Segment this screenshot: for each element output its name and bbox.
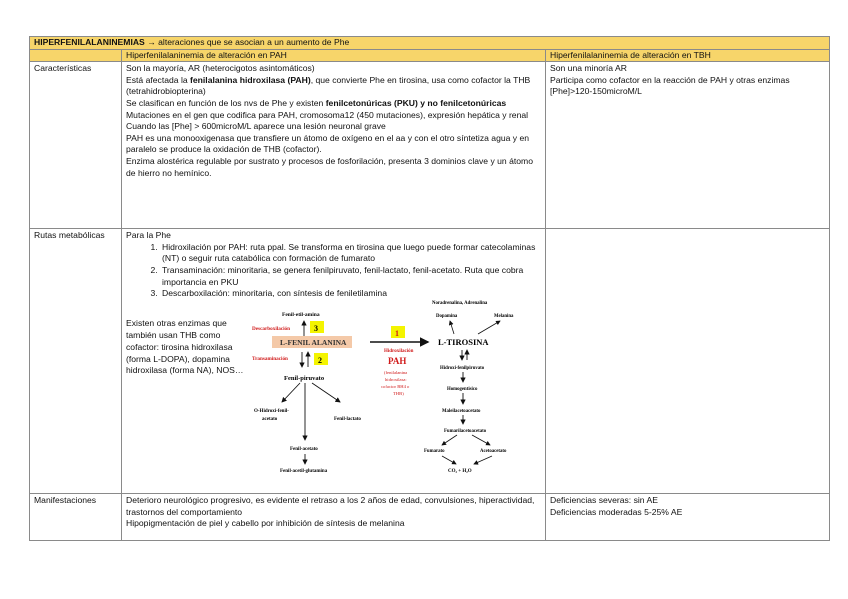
label-acetoacetato: Acetoacetato: [480, 449, 507, 455]
label-transaminacion: Transaminación: [252, 356, 288, 363]
text-span: Está afectada la: [126, 74, 191, 85]
arrow-acetoacetato-co2: [474, 456, 492, 464]
table-title-row: [30, 37, 830, 50]
routes-list: [126, 242, 541, 300]
arrow-to-fumarato: [442, 435, 457, 445]
header-tbh: Hiperfenilalaninemia de alteración en TBH: [546, 49, 830, 62]
text-line: PAH es una monooxigenasa que transfiere un átomo de oxígeno en el aa y con el otro síntetiza agua y en paralelo se produce la oxidación de THB (cofactor).: [126, 132, 530, 155]
text-line: Son una minoría AR: [550, 63, 627, 74]
text-line: Enzima alostérica regulable por sustrato y procesos de fosforilación, presenta 3 dominios clave y un átomo de hierro no hemínico.: [126, 155, 533, 178]
manifestaciones-pah-cell: [122, 494, 546, 541]
text-line: Deterioro neurológico progresivo, es evidente el retraso a los 2 años de edad, convulsiones, hiperactividad, trastornos del comportamiento: [126, 495, 535, 517]
routes-intro: Para la Phe: [126, 230, 171, 241]
table-title-cell: [30, 37, 830, 50]
arrow-to-ohidroxi: [282, 383, 300, 402]
routes-block: [126, 230, 541, 475]
text-line: Hipopigmentación de piel y cabello por inhibición de síntesis de melanina: [126, 518, 405, 529]
row-caracteristicas: [30, 62, 830, 229]
label-maleilacetoacetato: Maleilacetoacetato: [442, 409, 481, 415]
list-item: 3. Descarboxilación: minoritaria, con síntesis de feniletilamina: [160, 288, 541, 300]
hiperfenilalaninemias-table: [29, 36, 830, 541]
arrow-fumarato-co2: [442, 456, 456, 464]
label-pah-note-4: THB): [393, 391, 404, 397]
arrow-to-dopamina: [450, 321, 454, 334]
text-span: Se clasifican en función de los nvs de Phe y existen: [126, 97, 326, 108]
label-pah-note-3: cofactor BH4 o: [381, 384, 410, 390]
label-co2-h2o: CO₂ + H₂O: [448, 469, 472, 475]
other-enzymes-text: Existen otras enzimas que también usan THB como cofactor: tirosina hidroxilasa (forma L-DOPA), dopamina hidroxilasa (forma NA), NOS…: [126, 318, 244, 376]
label-fenilpiruvato: Fenil-piruvato: [284, 375, 325, 383]
label-l-fenilalanina: L-FENIL ALANINA: [280, 338, 347, 348]
arrow-to-acetoacetato: [472, 435, 490, 445]
label-hidroxi-fenilpiruvato: Hidroxi-fenilpiruvato: [440, 366, 485, 372]
text-line: Deficiencias moderadas 5-25% AE: [550, 506, 683, 517]
label-pah-note-2: hidroxilasa:: [385, 377, 407, 383]
table-title-strong: HIPERFENILALANINEMIAS: [34, 37, 145, 47]
text-line: Deficiencias severas: sin AE: [550, 495, 658, 506]
metabolism-table-sheet: [29, 36, 829, 541]
row-manifestaciones: [30, 494, 830, 541]
header-empty: [30, 49, 122, 62]
num-3: 3: [314, 324, 318, 334]
label-pah-note-1: (fenilalanina: [384, 370, 408, 376]
label-fenil-lactato: Fenil-lactato: [334, 417, 361, 423]
label-ohidroxi-2: acetato: [262, 417, 278, 423]
label-dopamina: Dopamina: [436, 314, 458, 320]
text-line: Son la mayoría, AR (heterocigotos asintomáticos): [126, 63, 315, 74]
phe-metabolism-diagram: [252, 300, 666, 500]
num-2: 2: [318, 356, 322, 366]
list-item: 1. Hidroxilación por PAH: ruta ppal. Se transforma en tirosina que luego puede formar catecolaminas (NT) o seguir ruta catabólica con formación de fumarato: [160, 242, 541, 265]
label-pah: PAH: [388, 356, 407, 367]
list-item: 2. Transaminación: minoritaria, se genera fenilpiruvato, fenil-lactato, fenil-acetato. Ruta que cobra importancia en PKU: [160, 265, 541, 288]
label-melanina: Melanina: [494, 314, 514, 320]
label-fenil-acetato: Fenil-acetato: [290, 447, 318, 453]
text-line: [126, 98, 541, 110]
text-line: [Phe]>120-150microM/L: [550, 86, 642, 97]
row-label-caracteristicas: Características: [30, 62, 122, 229]
manifestaciones-tbh-cell: [546, 494, 830, 541]
caracteristicas-tbh-cell: [546, 62, 830, 229]
text-line: Cuando las [Phe] > 600microM/L aparece una lesión neuronal grave: [126, 121, 386, 132]
num-1: 1: [395, 329, 399, 339]
arrow-icon: →: [147, 37, 156, 47]
label-fenil-acetil-glutamina: Fenil-acetil-glutamina: [280, 469, 328, 475]
header-pah: Hiperfenilalaninemia de alteración en PAH: [122, 49, 546, 62]
bold-term-pah: fenilalanina hidroxilasa (PAH): [190, 74, 311, 85]
label-ohidroxi-1: O-Hidroxi-fenil-: [254, 409, 289, 415]
row-label-manifestaciones: Manifestaciones: [30, 494, 122, 541]
rutas-pah-cell: [122, 229, 546, 494]
label-homogentisico: Homogentisico: [447, 387, 478, 393]
label-fumarilacetoacetato: Fumarilacetoacetato: [444, 429, 487, 435]
label-hidroxilacion: Hidroxilación: [384, 349, 414, 355]
bold-term-pku: fenilcetonúricas (PKU) y no fenilcetonúricas: [325, 97, 507, 108]
table-header-row: [30, 49, 830, 62]
label-l-tirosina: L-TIROSINA: [438, 337, 489, 348]
arrow-to-fenil-lactato: [312, 383, 340, 402]
text-line: Mutaciones en el gen que codifica para PAH, cromosoma12 (450 mutaciones), expresión hepática y renal: [126, 109, 529, 120]
text-span: , que convierte Phe en tirosina, usa como cofactor la THB (tetrahidrobiopterina): [126, 74, 531, 97]
label-descarboxilacion: Descarboxilación: [252, 326, 291, 333]
label-fumarato: Fumarato: [424, 449, 445, 455]
text-line: Participa como cofactor en la reacción de PAH y otras enzimas: [550, 74, 790, 85]
label-feniletilamina: Fenil-etil-amina: [282, 312, 320, 319]
arrow-to-melanina: [478, 321, 500, 334]
row-rutas: [30, 229, 830, 494]
text-line: [126, 75, 541, 98]
table-title-rest: alteraciones que se asocian a un aumento de Phe: [155, 37, 350, 47]
row-label-rutas: Rutas metabólicas: [30, 229, 122, 494]
label-noradrenalina: Noradrenalina, Adrenalina: [432, 301, 488, 307]
caracteristicas-pah-cell: [122, 62, 546, 229]
